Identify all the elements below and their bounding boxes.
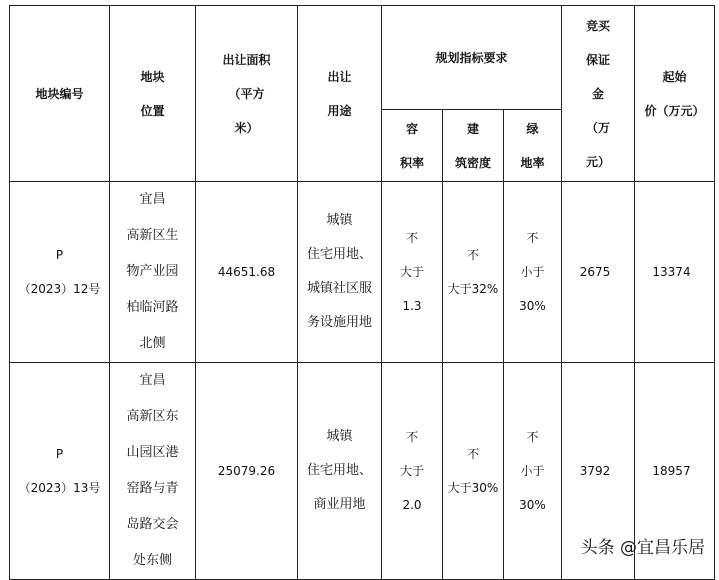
cell-location: 宜昌 高新区东 山园区港 窑路与青 岛路交会 处东侧 (110, 363, 196, 580)
cell-area: 44651.68 (196, 182, 298, 363)
cell-start-price: 13374 (635, 182, 715, 363)
table-row (10, 182, 715, 363)
header-use: 出让 用途 (298, 6, 382, 182)
cell-use: 城镇 住宅用地、 商业用地 (298, 363, 382, 580)
cell-density: 不 大于32% (443, 182, 504, 363)
land-transfer-table (9, 5, 715, 580)
header-location: 地块 位置 (110, 6, 196, 182)
cell-use: 城镇 住宅用地、 城镇社区服 务设施用地 (298, 182, 382, 363)
header-parcel-id: 地块编号 (10, 6, 110, 182)
cell-location: 宜昌 高新区生 物产业园 柏临河路 北侧 (110, 182, 196, 363)
cell-density: 不 大于30% (443, 363, 504, 580)
cell-far: 不 大于 2.0 (382, 363, 443, 580)
cell-start-price: 18957 (635, 363, 715, 580)
header-deposit: 竞买 保证 金 （万 元） (562, 6, 635, 182)
cell-deposit: 2675 (562, 182, 635, 363)
header-green: 绿 地率 (504, 110, 562, 182)
watermark: 头条 @宜昌乐居 (580, 538, 705, 558)
cell-parcel-id: P （2023）12号 (10, 182, 110, 363)
header-start-price: 起始 价（万元） (635, 6, 715, 182)
cell-deposit: 3792 (562, 363, 635, 580)
cell-far: 不 大于 1.3 (382, 182, 443, 363)
cell-green: 不 小于 30% (504, 363, 562, 580)
cell-green: 不 小于 30% (504, 182, 562, 363)
header-far: 容 积率 (382, 110, 443, 182)
cell-parcel-id: P （2023）13号 (10, 363, 110, 580)
header-area: 出让面积 （平方 米） (196, 6, 298, 182)
cell-area: 25079.26 (196, 363, 298, 580)
header-density: 建 筑密度 (443, 110, 504, 182)
header-planning: 规划指标要求 (382, 6, 562, 110)
